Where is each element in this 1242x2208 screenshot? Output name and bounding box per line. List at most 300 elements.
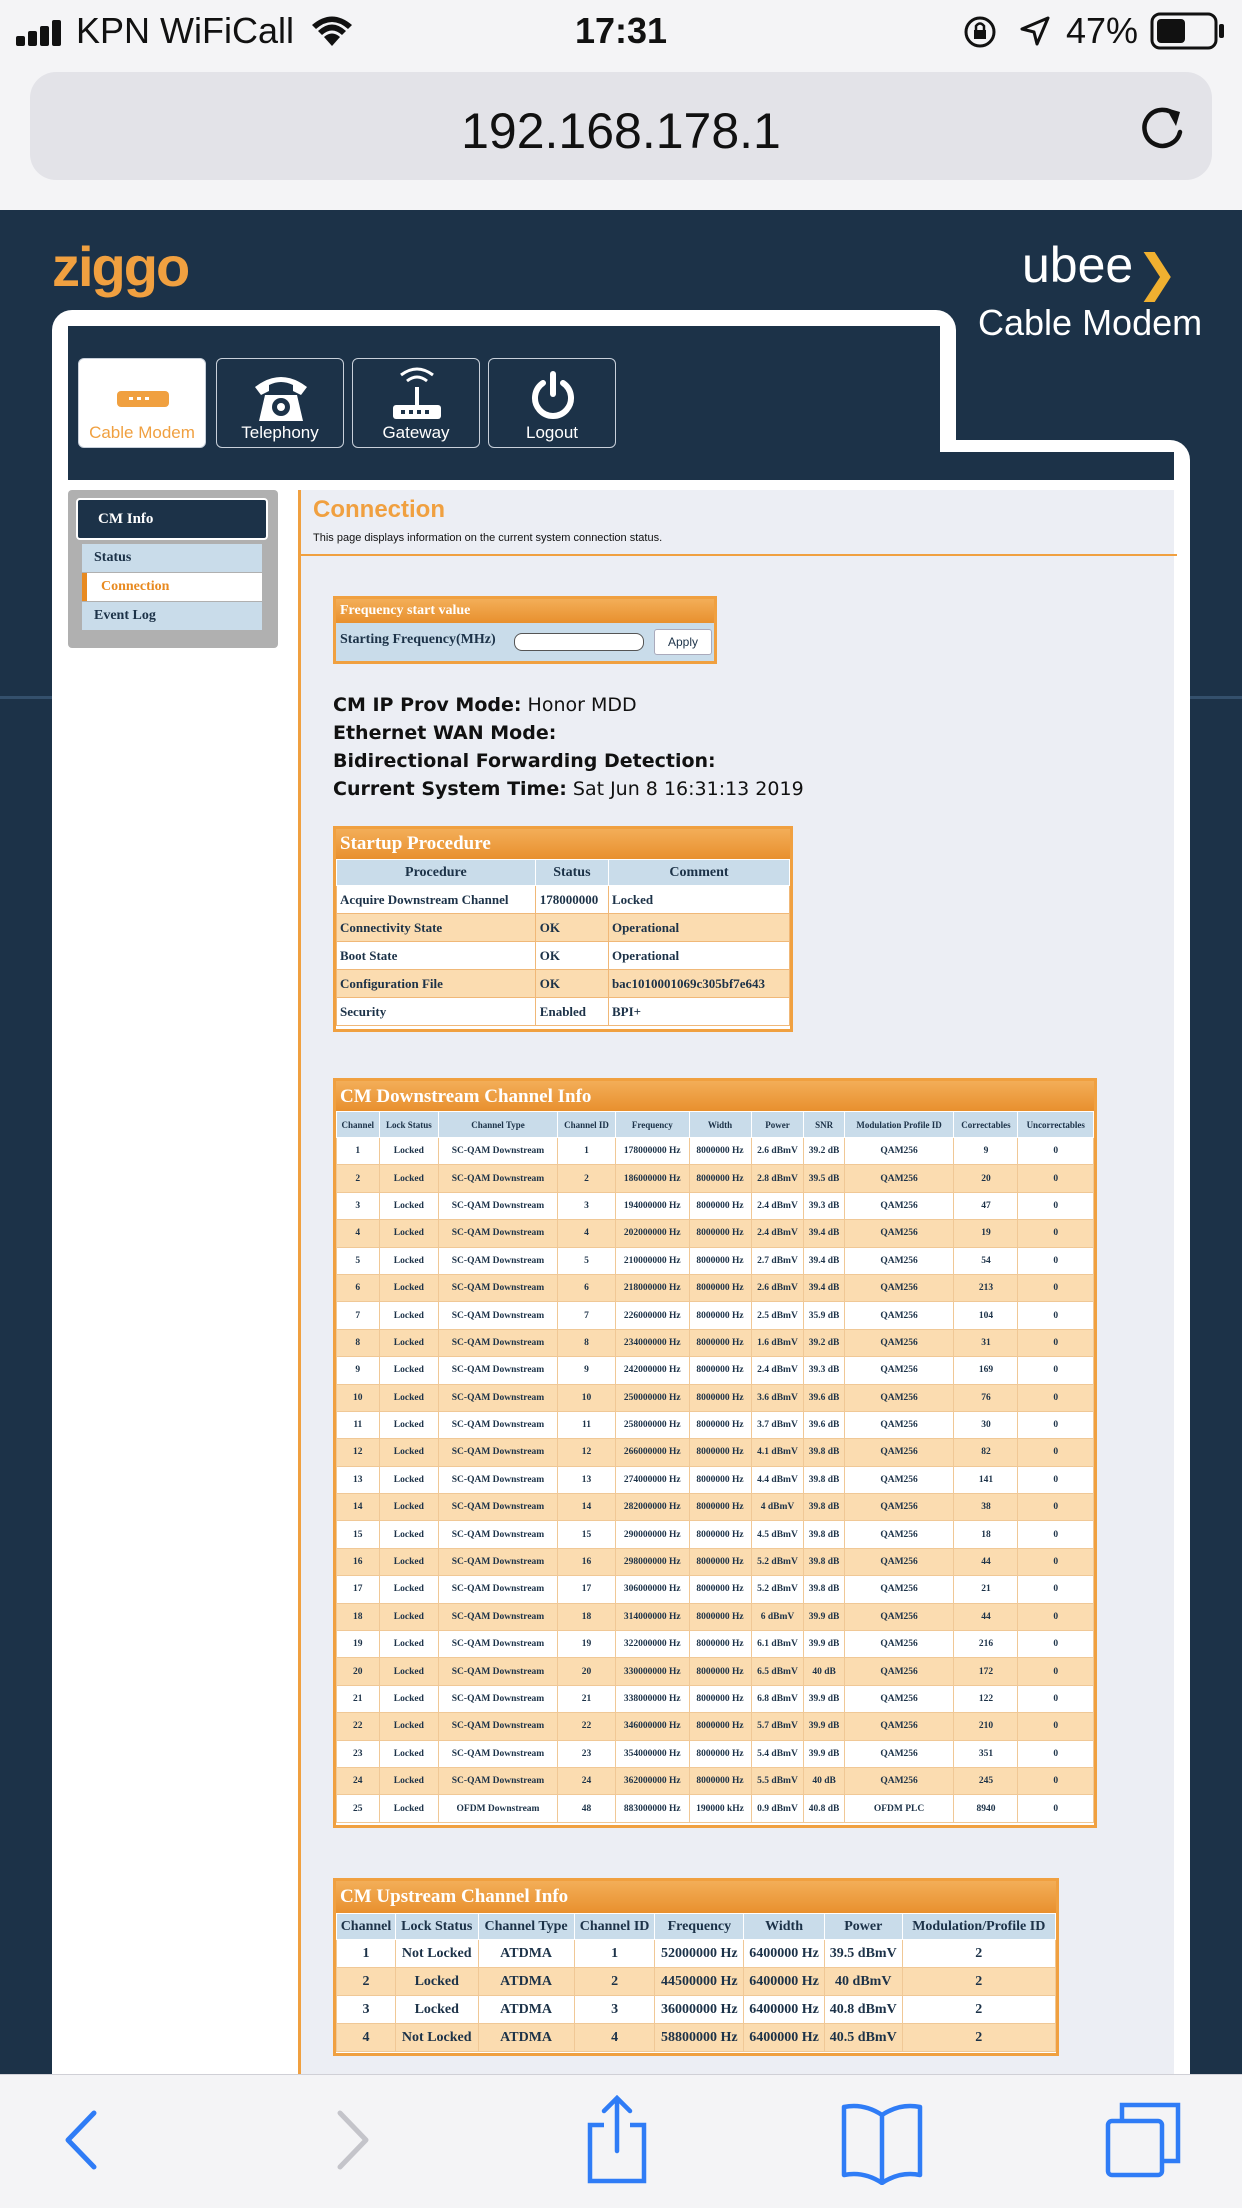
downstream-cell: Locked (379, 1631, 438, 1658)
browser-address-area (0, 62, 1242, 210)
ubee-wave-icon: ❯ (1136, 244, 1178, 302)
startup-cell: Operational (608, 914, 789, 942)
downstream-cell: 0 (1018, 1247, 1094, 1274)
downstream-cell: Locked (379, 1658, 438, 1685)
product-name: Cable Modem (978, 302, 1203, 343)
downstream-cell: 18 (337, 1603, 380, 1630)
downstream-cell: 169 (954, 1357, 1018, 1384)
downstream-cell: 35.9 dB (804, 1302, 844, 1329)
downstream-cell: 39.8 dB (804, 1576, 844, 1603)
table-row (337, 1603, 1094, 1630)
table-row (337, 1968, 1056, 1996)
downstream-cell: SC-QAM Downstream (439, 1220, 558, 1247)
downstream-cell: QAM256 (844, 1767, 954, 1794)
downstream-cell: 210000000 Hz (616, 1247, 689, 1274)
downstream-cell: 47 (954, 1192, 1018, 1219)
tab-label: Cable Modem (89, 423, 195, 442)
table-row (337, 1631, 1094, 1658)
downstream-cell: 6 (557, 1274, 615, 1301)
downstream-header: Correctables (954, 1112, 1018, 1138)
downstream-cell: Locked (379, 1302, 438, 1329)
downstream-cell: Locked (379, 1220, 438, 1247)
downstream-cell: 8000000 Hz (689, 1192, 751, 1219)
starting-frequency-label: Starting Frequency(MHz) (340, 632, 496, 647)
wan-mode-line (333, 722, 556, 744)
reload-icon[interactable] (1136, 102, 1188, 154)
downstream-cell: 8000000 Hz (689, 1658, 751, 1685)
downstream-cell: 23 (557, 1740, 615, 1767)
downstream-cell: 172 (954, 1658, 1018, 1685)
downstream-cell: QAM256 (844, 1384, 954, 1411)
downstream-cell: QAM256 (844, 1247, 954, 1274)
downstream-cell: 0 (1018, 1329, 1094, 1356)
downstream-header: Power (751, 1112, 804, 1138)
sidebar-item-event-log[interactable]: Event Log (82, 602, 262, 630)
table-row (337, 1138, 1094, 1165)
startup-procedure-panel (333, 826, 793, 1032)
forward-icon[interactable] (328, 2095, 378, 2185)
downstream-cell: 40 dB (804, 1767, 844, 1794)
startup-cell: OK (535, 970, 608, 998)
downstream-cell: 7 (557, 1302, 615, 1329)
downstream-cell: SC-QAM Downstream (439, 1740, 558, 1767)
downstream-cell: 39.8 dB (804, 1494, 844, 1521)
downstream-cell: 39.6 dB (804, 1411, 844, 1438)
downstream-cell: Locked (379, 1767, 438, 1794)
downstream-cell: 40.8 dB (804, 1795, 844, 1822)
tab-logout[interactable] (488, 358, 616, 448)
startup-cell: Acquire Downstream Channel (337, 886, 536, 914)
downstream-cell: 290000000 Hz (616, 1521, 689, 1548)
downstream-cell: 8000000 Hz (689, 1384, 751, 1411)
downstream-cell: 0 (1018, 1439, 1094, 1466)
downstream-cell: Locked (379, 1138, 438, 1165)
downstream-cell: 2.4 dBmV (751, 1220, 804, 1247)
table-row (337, 1996, 1056, 2024)
downstream-header: Modulation Profile ID (844, 1112, 954, 1138)
upstream-header: Frequency (655, 1914, 744, 1940)
clock: 17:31 (574, 10, 668, 51)
downstream-cell: 5.2 dBmV (751, 1576, 804, 1603)
startup-cell: Enabled (535, 998, 608, 1026)
downstream-cell: 0 (1018, 1384, 1094, 1411)
downstream-cell: 16 (337, 1548, 380, 1575)
startup-cell: Locked (608, 886, 789, 914)
downstream-cell: QAM256 (844, 1165, 954, 1192)
downstream-cell: 0 (1018, 1658, 1094, 1685)
downstream-cell: 21 (954, 1576, 1018, 1603)
downstream-cell: QAM256 (844, 1357, 954, 1384)
back-icon[interactable] (56, 2095, 106, 2185)
downstream-cell: 11 (557, 1411, 615, 1438)
downstream-cell: 22 (337, 1713, 380, 1740)
router-icon (387, 367, 447, 427)
downstream-cell: SC-QAM Downstream (439, 1138, 558, 1165)
downstream-cell: 8000000 Hz (689, 1439, 751, 1466)
downstream-cell: 5 (337, 1247, 380, 1274)
upstream-cell: Locked (395, 1968, 478, 1996)
table-row (337, 1576, 1094, 1603)
downstream-cell: 141 (954, 1466, 1018, 1493)
startup-cell: Operational (608, 942, 789, 970)
tabs-icon[interactable] (1104, 2095, 1184, 2185)
downstream-cell: 31 (954, 1329, 1018, 1356)
downstream-cell: 298000000 Hz (616, 1548, 689, 1575)
downstream-cell: 0 (1018, 1466, 1094, 1493)
table-row (337, 1302, 1094, 1329)
downstream-cell: 16 (557, 1548, 615, 1575)
downstream-cell: 186000000 Hz (616, 1165, 689, 1192)
downstream-cell: 0 (1018, 1795, 1094, 1822)
downstream-cell: QAM256 (844, 1521, 954, 1548)
nav-bar-strip (68, 452, 1174, 480)
downstream-cell: 5.5 dBmV (751, 1767, 804, 1794)
table-row (337, 1274, 1094, 1301)
sidebar (68, 490, 278, 648)
table-row (337, 1713, 1094, 1740)
sidebar-item-status[interactable]: Status (82, 544, 262, 572)
downstream-cell: 8000000 Hz (689, 1603, 751, 1630)
startup-cell: 178000000 (535, 886, 608, 914)
downstream-cell: 4.1 dBmV (751, 1439, 804, 1466)
startup-cell: bac1010001069c305bf7e643 (608, 970, 789, 998)
downstream-cell: 6.8 dBmV (751, 1685, 804, 1712)
downstream-cell: SC-QAM Downstream (439, 1658, 558, 1685)
downstream-cell: 0 (1018, 1576, 1094, 1603)
downstream-cell: 39.4 dB (804, 1247, 844, 1274)
table-row (337, 886, 790, 914)
battery-percentage: 47% (1066, 10, 1139, 51)
downstream-cell: SC-QAM Downstream (439, 1548, 558, 1575)
downstream-cell: 2.6 dBmV (751, 1138, 804, 1165)
tab-telephony[interactable] (216, 358, 344, 448)
downstream-cell: Locked (379, 1384, 438, 1411)
downstream-cell: 8000000 Hz (689, 1274, 751, 1301)
downstream-cell: 44 (954, 1548, 1018, 1575)
downstream-cell: QAM256 (844, 1658, 954, 1685)
downstream-cell: SC-QAM Downstream (439, 1302, 558, 1329)
table-row (337, 1521, 1094, 1548)
downstream-cell: QAM256 (844, 1631, 954, 1658)
downstream-cell: Locked (379, 1685, 438, 1712)
downstream-cell: 39.8 dB (804, 1548, 844, 1575)
downstream-cell: 104 (954, 1302, 1018, 1329)
downstream-cell: 22 (557, 1713, 615, 1740)
sidebar-item-connection[interactable]: Connection (82, 573, 262, 601)
downstream-cell: 39.3 dB (804, 1357, 844, 1384)
downstream-cell: 4.5 dBmV (751, 1521, 804, 1548)
table-row (337, 1740, 1094, 1767)
downstream-cell: Locked (379, 1247, 438, 1274)
downstream-cell: QAM256 (844, 1494, 954, 1521)
upstream-header: Channel (337, 1914, 396, 1940)
downstream-cell: 8000000 Hz (689, 1247, 751, 1274)
tab-cable-modem[interactable] (78, 358, 206, 448)
upstream-cell: 40 dBmV (824, 1968, 902, 1996)
downstream-header: Channel (337, 1112, 380, 1138)
downstream-cell: 24 (557, 1767, 615, 1794)
table-row (337, 1329, 1094, 1356)
startup-cell: BPI+ (608, 998, 789, 1026)
downstream-cell: 122 (954, 1685, 1018, 1712)
ubee-logo: ubee (1022, 237, 1134, 293)
downstream-cell: Locked (379, 1466, 438, 1493)
startup-cell: Boot State (337, 942, 536, 970)
upstream-title: CM Upstream Channel Info (336, 1881, 1056, 1913)
downstream-cell: 2.4 dBmV (751, 1192, 804, 1219)
downstream-cell: 4 dBmV (751, 1494, 804, 1521)
downstream-cell: 30 (954, 1411, 1018, 1438)
downstream-cell: 8000000 Hz (689, 1357, 751, 1384)
downstream-cell: SC-QAM Downstream (439, 1713, 558, 1740)
downstream-cell: Locked (379, 1165, 438, 1192)
downstream-cell: 306000000 Hz (616, 1576, 689, 1603)
battery-icon (1150, 12, 1226, 50)
startup-table (336, 859, 790, 1026)
downstream-cell: 4 (337, 1220, 380, 1247)
downstream-cell: 39.9 dB (804, 1713, 844, 1740)
startup-cell: Configuration File (337, 970, 536, 998)
upstream-cell: 2 (902, 1996, 1055, 2024)
downstream-cell: QAM256 (844, 1192, 954, 1219)
upstream-cell: ATDMA (478, 2024, 574, 2052)
table-row (337, 1685, 1094, 1712)
downstream-cell: 20 (337, 1658, 380, 1685)
downstream-cell: 883000000 Hz (616, 1795, 689, 1822)
startup-procedure-title: Startup Procedure (336, 829, 790, 859)
browser-toolbar (0, 2074, 1242, 2208)
downstream-cell: 8000000 Hz (689, 1685, 751, 1712)
downstream-cell: 0 (1018, 1138, 1094, 1165)
downstream-cell: 12 (557, 1439, 615, 1466)
downstream-cell: 234000000 Hz (616, 1329, 689, 1356)
system-time-line (333, 778, 804, 800)
downstream-cell: 1 (337, 1138, 380, 1165)
downstream-cell: QAM256 (844, 1576, 954, 1603)
carrier-name: KPN WiFiCall (76, 10, 295, 51)
downstream-cell: 218000000 Hz (616, 1274, 689, 1301)
table-row (337, 1658, 1094, 1685)
downstream-cell: 0 (1018, 1274, 1094, 1301)
downstream-cell: Locked (379, 1192, 438, 1219)
downstream-cell: SC-QAM Downstream (439, 1466, 558, 1493)
upstream-cell: 6400000 Hz (744, 1968, 825, 1996)
prov-mode-line (333, 694, 637, 716)
tab-label: Gateway (382, 423, 450, 442)
upstream-cell: 36000000 Hz (655, 1996, 744, 2024)
downstream-cell: SC-QAM Downstream (439, 1165, 558, 1192)
downstream-cell: SC-QAM Downstream (439, 1494, 558, 1521)
upstream-cell: 2 (337, 1968, 396, 1996)
downstream-cell: 5.7 dBmV (751, 1713, 804, 1740)
downstream-cell: 4.4 dBmV (751, 1466, 804, 1493)
downstream-cell: SC-QAM Downstream (439, 1521, 558, 1548)
address-bar[interactable] (30, 72, 1212, 180)
downstream-cell: 39.2 dB (804, 1138, 844, 1165)
downstream-cell: 330000000 Hz (616, 1658, 689, 1685)
downstream-cell: SC-QAM Downstream (439, 1439, 558, 1466)
downstream-cell: SC-QAM Downstream (439, 1274, 558, 1301)
downstream-cell: 266000000 Hz (616, 1439, 689, 1466)
downstream-cell: Locked (379, 1576, 438, 1603)
downstream-cell: SC-QAM Downstream (439, 1576, 558, 1603)
downstream-cell: Locked (379, 1494, 438, 1521)
startup-cell: Security (337, 998, 536, 1026)
downstream-cell: QAM256 (844, 1138, 954, 1165)
downstream-cell: 40 dB (804, 1658, 844, 1685)
downstream-cell: SC-QAM Downstream (439, 1603, 558, 1630)
downstream-cell: 39.9 dB (804, 1685, 844, 1712)
downstream-cell: QAM256 (844, 1548, 954, 1575)
downstream-cell: 346000000 Hz (616, 1713, 689, 1740)
downstream-cell: 25 (337, 1795, 380, 1822)
main-content (298, 490, 1174, 2074)
downstream-cell: 9 (337, 1357, 380, 1384)
upstream-cell: 2 (902, 2024, 1055, 2052)
downstream-cell: 20 (557, 1658, 615, 1685)
upstream-cell: 52000000 Hz (655, 1940, 744, 1968)
bookmarks-icon[interactable] (840, 2095, 924, 2185)
table-row (337, 1165, 1094, 1192)
downstream-cell: 3.6 dBmV (751, 1384, 804, 1411)
table-row (337, 1357, 1094, 1384)
downstream-cell: Locked (379, 1713, 438, 1740)
downstream-cell: Locked (379, 1521, 438, 1548)
share-icon[interactable] (584, 2095, 650, 2185)
downstream-cell: 245 (954, 1767, 1018, 1794)
downstream-cell: 39.9 dB (804, 1603, 844, 1630)
downstream-cell: QAM256 (844, 1603, 954, 1630)
downstream-cell: 213 (954, 1274, 1018, 1301)
downstream-cell: 39.8 dB (804, 1439, 844, 1466)
cable-modem-icon (113, 367, 173, 413)
table-row (337, 2024, 1056, 2052)
downstream-cell: 14 (557, 1494, 615, 1521)
downstream-cell: 0 (1018, 1302, 1094, 1329)
upstream-cell: Not Locked (395, 1940, 478, 1968)
url-text: 192.168.178.1 (461, 103, 781, 159)
downstream-cell: 76 (954, 1384, 1018, 1411)
downstream-cell: 11 (337, 1411, 380, 1438)
table-row (337, 1439, 1094, 1466)
prov-mode-label: CM IP Prov Mode: (333, 694, 522, 716)
downstream-cell: QAM256 (844, 1740, 954, 1767)
downstream-cell: 3.7 dBmV (751, 1411, 804, 1438)
tab-label: Telephony (241, 423, 319, 442)
downstream-cell: 314000000 Hz (616, 1603, 689, 1630)
downstream-cell: 216 (954, 1631, 1018, 1658)
apply-button[interactable]: Apply (654, 629, 712, 655)
upstream-cell: 39.5 dBmV (824, 1940, 902, 1968)
downstream-header: Channel ID (557, 1112, 615, 1138)
downstream-cell: 19 (557, 1631, 615, 1658)
table-row (337, 1192, 1094, 1219)
downstream-cell: 24 (337, 1767, 380, 1794)
upstream-cell: 2 (902, 1968, 1055, 1996)
upstream-table (336, 1913, 1056, 2052)
downstream-cell: QAM256 (844, 1713, 954, 1740)
downstream-cell: 322000000 Hz (616, 1631, 689, 1658)
upstream-cell: 6400000 Hz (744, 2024, 825, 2052)
downstream-cell: 0 (1018, 1685, 1094, 1712)
downstream-cell: 250000000 Hz (616, 1384, 689, 1411)
downstream-cell: SC-QAM Downstream (439, 1192, 558, 1219)
table-row (337, 998, 790, 1026)
downstream-cell: Locked (379, 1795, 438, 1822)
system-time-value: Sat Jun 8 16:31:13 2019 (572, 778, 804, 800)
downstream-cell: 0.9 dBmV (751, 1795, 804, 1822)
downstream-cell: 39.4 dB (804, 1220, 844, 1247)
downstream-cell: 2.6 dBmV (751, 1274, 804, 1301)
upstream-header: Power (824, 1914, 902, 1940)
downstream-panel (333, 1078, 1097, 1828)
table-row (337, 1247, 1094, 1274)
downstream-cell: SC-QAM Downstream (439, 1329, 558, 1356)
downstream-cell: 44 (954, 1603, 1018, 1630)
upstream-cell: 40.5 dBmV (824, 2024, 902, 2052)
downstream-title: CM Downstream Channel Info (336, 1081, 1094, 1111)
downstream-cell: 19 (337, 1631, 380, 1658)
downstream-header: Width (689, 1112, 751, 1138)
downstream-table (336, 1111, 1094, 1823)
startup-cell: Connectivity State (337, 914, 536, 942)
downstream-cell: 39.2 dB (804, 1329, 844, 1356)
downstream-cell: 242000000 Hz (616, 1357, 689, 1384)
downstream-cell: 8000000 Hz (689, 1220, 751, 1247)
starting-frequency-input[interactable] (514, 633, 644, 651)
startup-header: Procedure (337, 860, 536, 886)
downstream-cell: 19 (954, 1220, 1018, 1247)
downstream-cell: 82 (954, 1439, 1018, 1466)
page-description: This page displays information on the current system connection status. (313, 532, 663, 544)
upstream-header: Channel ID (574, 1914, 655, 1940)
table-row (337, 1220, 1094, 1247)
downstream-cell: 8000000 Hz (689, 1576, 751, 1603)
tab-label: Logout (526, 423, 578, 442)
web-page (0, 210, 1242, 2074)
downstream-cell: 2 (557, 1165, 615, 1192)
downstream-cell: 23 (337, 1740, 380, 1767)
downstream-cell: 8000000 Hz (689, 1713, 751, 1740)
page-title: Connection (313, 496, 445, 523)
upstream-cell: 2 (902, 1940, 1055, 1968)
downstream-cell: 54 (954, 1247, 1018, 1274)
downstream-cell: 0 (1018, 1603, 1094, 1630)
downstream-cell: 39.4 dB (804, 1274, 844, 1301)
sidebar-title[interactable]: CM Info (76, 498, 268, 540)
startup-cell: OK (535, 942, 608, 970)
downstream-cell: 1 (557, 1138, 615, 1165)
downstream-cell: 8000000 Hz (689, 1521, 751, 1548)
upstream-cell: Locked (395, 1996, 478, 2024)
downstream-cell: 8 (557, 1329, 615, 1356)
upstream-cell: 4 (574, 2024, 655, 2052)
downstream-cell: Locked (379, 1329, 438, 1356)
downstream-cell: 3 (557, 1192, 615, 1219)
downstream-header: Frequency (616, 1112, 689, 1138)
downstream-cell: 8000000 Hz (689, 1138, 751, 1165)
downstream-cell: Locked (379, 1740, 438, 1767)
downstream-cell: 18 (954, 1521, 1018, 1548)
table-row (337, 1795, 1094, 1822)
downstream-header: Uncorrectables (1018, 1112, 1094, 1138)
downstream-cell: 10 (337, 1384, 380, 1411)
tab-gateway[interactable] (352, 358, 480, 448)
downstream-cell: 202000000 Hz (616, 1220, 689, 1247)
telephone-icon (251, 367, 311, 427)
downstream-cell: SC-QAM Downstream (439, 1411, 558, 1438)
downstream-cell: 178000000 Hz (616, 1138, 689, 1165)
